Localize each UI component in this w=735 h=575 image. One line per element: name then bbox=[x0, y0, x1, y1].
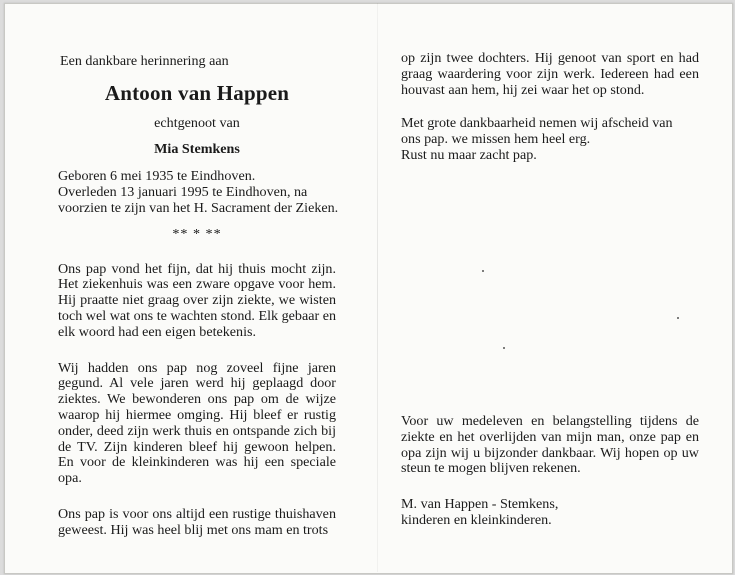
spouse-label: echtgenoot van bbox=[154, 114, 240, 131]
paragraph-continuation: op zijn twee dochters. Hij genoot van sport en had graag waardering voor zijn werk. Iedereen had een houvast aan hem, hij zei waar het op stond. bbox=[401, 50, 699, 98]
intro-line: Een dankbare herinnering aan bbox=[60, 53, 229, 69]
signature-line: M. van Happen - Stemkens, bbox=[401, 496, 559, 513]
farewell-line: ons pap. we missen hem heel erg. bbox=[401, 131, 591, 148]
paragraph-farewell bbox=[401, 116, 699, 163]
signature-line: kinderen en kleinkinderen. bbox=[401, 511, 552, 528]
paragraph-haven: Ons pap is voor ons altijd een rustige thuishaven geweest. Hij was heel blij met ons mam en trots bbox=[58, 505, 336, 538]
paper-speck bbox=[503, 347, 505, 349]
card-fold-line bbox=[377, 3, 378, 572]
right-panel bbox=[401, 51, 699, 164]
paragraph-home: Ons pap vond het fijn, dat hij thuis mocht zijn. Het ziekenhuis was een zware opgave voor hem. Hij praatte niet graag over zijn ziekte, we wisten toch wel wat ons te wachten stond. Elk gebaar en elk woord had een eigen betekenis. bbox=[58, 260, 336, 340]
left-panel bbox=[58, 53, 339, 539]
farewell-line: Met grote dankbaarheid nemen wij afscheid van bbox=[401, 115, 673, 132]
death-line: Overleden 13 januari 1995 te Eindhoven, na bbox=[58, 184, 308, 201]
sacrament-line: voorzien te zijn van het H. Sacrament der Zieken. bbox=[58, 199, 339, 216]
deceased-name: Antoon van Happen bbox=[104, 80, 290, 105]
farewell-line: Rust nu maar zacht pap. bbox=[401, 146, 537, 163]
paragraph-years: Wij hadden ons pap nog zoveel fijne jaren gegund. Al vele jaren werd hij geplaagd door ziektes. We bewonderen ons pap om de wijze waarop hij hiermee omging. Hij bleef er rustig onder, deed zijn werk thuis en ontspande zich bij de TV. Zijn kinderen bleef hij gewoon helpen. En voor de kleinkinderen was hij een speciale opa. bbox=[58, 359, 336, 487]
paragraph-thanks: Voor uw medeleven en belangstelling tijdens de ziekte en het overlijden van mijn man, onze pap en opa zijn wij u bijzonder dankbaar. Wij hopen op uw steun te mogen blijven rekenen. bbox=[401, 413, 699, 477]
paper-speck bbox=[677, 317, 679, 319]
life-dates bbox=[58, 168, 339, 216]
thanks-block bbox=[401, 414, 699, 529]
signature bbox=[401, 497, 699, 529]
paper-speck bbox=[482, 270, 484, 272]
birth-line: Geboren 6 mei 1935 te Eindhoven. bbox=[58, 168, 256, 185]
spouse-name: Mia Stemkens bbox=[154, 140, 240, 157]
star-divider: ** * ** bbox=[172, 225, 222, 242]
